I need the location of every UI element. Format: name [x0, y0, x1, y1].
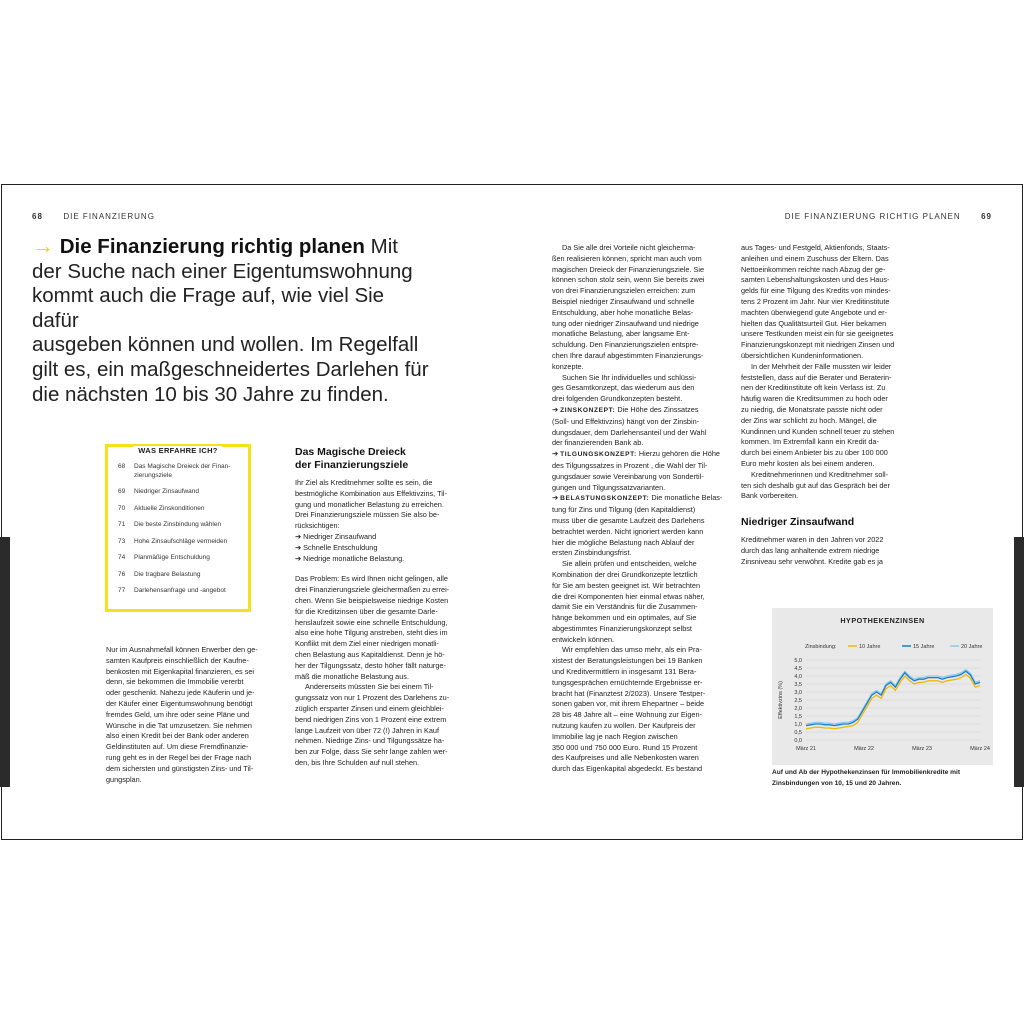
body-line: fremdes Geld, um ihre oder seine Pläne und — [106, 709, 250, 719]
hero-line: ausgeben können und wollen. Im Regelfall — [32, 333, 419, 357]
body-line: tung oder niedriger Zinsaufwand und niedrige — [552, 318, 699, 328]
y-tick-label: 4,0 — [794, 674, 802, 680]
toc-box — [105, 444, 251, 612]
body-line: häufig waren die Kreditsummen zu hoch oder — [741, 394, 888, 404]
body-line: ten sich deshalb gut auf das Gespräch bei der — [741, 480, 890, 490]
legend-label: 10 Jahre — [859, 644, 881, 650]
chart-panel — [772, 608, 993, 765]
body-line: des Tilgungssatzes in Prozent , die Wahl der Til- — [552, 460, 708, 470]
toc-item-page: 77 — [118, 587, 126, 594]
bullet-text: Niedriger Zinsaufwand — [303, 531, 377, 541]
concept-label: TILGUNGSKONZEPT: — [560, 451, 637, 459]
section-heading-low-interest: Niedriger Zinsaufwand — [741, 516, 855, 529]
toc-item-page: 76 — [118, 570, 126, 578]
body-line: oder geschenkt. Nahezu jede Käuferin und je- — [106, 688, 255, 698]
body-line: gelds für eine Tilgung des Kredits von mindes- — [741, 286, 891, 296]
body-line: aus Tages- und Festgeld, Aktienfonds, Staats- — [741, 243, 890, 252]
body-line: nehmen. Niedrige Zins- und Tilgungssätze ha- — [295, 736, 445, 746]
body-line: hielten das Qualitätsurteil Gut. Hier bekamen — [741, 318, 887, 328]
body-line: Euro mehr kosten als bei einem anderen. — [741, 458, 875, 468]
toc-item-label: Darlehensanfrage und -angebot — [134, 587, 226, 594]
legend-label: 15 Jahre — [913, 644, 935, 650]
toc-item[interactable] — [118, 521, 246, 530]
x-tick-label: März 24 — [970, 746, 990, 752]
body-line: durch bei einem Anbieter bis zu über 100 000 — [741, 448, 888, 458]
toc-item[interactable] — [118, 538, 246, 547]
toc-item-page: 71 — [118, 521, 126, 528]
heading-line: Das Magische Dreieck — [295, 446, 406, 458]
body-line: Das Problem: Es wird Ihnen nicht gelingen, alle — [295, 574, 448, 584]
heading-line: der Finanzierungsziele — [295, 459, 409, 471]
body-line: Geldinstituten auf. Um diese Fremdfinanzie- — [106, 742, 249, 752]
toc-list — [118, 463, 246, 604]
toc-item[interactable] — [118, 554, 246, 563]
body-line: dem sichersten und günstigsten Zins- und Til- — [106, 763, 254, 773]
body-line: Bank vorbereiten. — [741, 491, 799, 501]
hero-line: die nächsten 10 bis 30 Jahre zu finden. — [32, 382, 389, 406]
arrow-right-icon: ➔ — [552, 449, 561, 459]
body-line: Nur im Ausnahmefall können Erwerber den ge- — [106, 645, 258, 654]
arrow-right-icon: ➔ — [552, 404, 561, 414]
toc-item-label: Die beste Zinsbindung wählen — [134, 521, 222, 528]
concept-line — [552, 493, 732, 505]
body-line: zu niedrig, die Monatsrate passte nicht oder — [741, 404, 883, 414]
body-line: chen. Wenn Sie beispielsweise niedrige Kosten — [295, 595, 449, 605]
body-line: mäß die monatliche Belastung aus. — [295, 671, 409, 681]
body-line: Kreditnehmerinnen und Kreditnehmer soll- — [751, 469, 889, 479]
body-line: betrachtet werden. Nicht ignoriert werden kann — [552, 526, 704, 536]
concept-text: Die Höhe des Zinssatzes — [615, 404, 699, 414]
body-line: durch das Eigenkapital abgedeckt. Es bestand — [552, 764, 703, 774]
body-line: die drei Komponenten hier einmal etwas näher, — [552, 591, 705, 601]
hero-line: der Suche nach einer Eigentumswohnung — [32, 259, 413, 283]
body-line: Drei Finanzierungsziele müssen Sie also be- — [295, 510, 440, 520]
body-line: bend niedrigen Zins von 1 Prozent eine extrem — [295, 714, 447, 724]
body-line: gungssatz von nur 1 Prozent des Darlehens zu- — [295, 693, 450, 703]
toc-item-label: Hohe Zinsaufschläge vermeiden — [134, 537, 228, 545]
bullet-item — [295, 554, 475, 565]
body-line: abgestimmtes Finanzierungskonzept selbst — [552, 623, 692, 633]
body-line: drei Finanzierungsziele gleichermaßen zu errei- — [295, 585, 450, 595]
body-line: ßen realisieren können, spricht man auch vom — [552, 253, 702, 263]
column-2 — [295, 446, 475, 769]
body-line: Andererseits müssten Sie bei einem Til- — [305, 682, 434, 692]
column-3 — [552, 243, 732, 775]
arrow-right-icon: ➔ — [552, 493, 561, 503]
body-line: kommen. Im Extremfall kann ein Kredit da- — [741, 437, 879, 447]
toc-item[interactable] — [118, 505, 246, 514]
body-line: nen der Kreditinstitute oft kein Verlass ist. Zu — [741, 383, 886, 393]
toc-item-label: Planmäßige Entschuldung — [134, 554, 210, 561]
body-line: Wünsche in die Tat umzusetzen. Sie nehmen — [106, 720, 252, 730]
toc-item[interactable] — [118, 587, 246, 596]
body-line: samten Kaufpreis einschließlich der Kaufne- — [106, 655, 249, 665]
body-line: den, bis Ihre Schulden auf null stehen. — [295, 757, 420, 767]
body-line: rung geht es in der Regel bei der Frage nach — [106, 752, 252, 762]
bullet-item — [295, 532, 475, 543]
toc-item[interactable] — [118, 488, 246, 497]
x-tick-label: März 22 — [854, 746, 874, 752]
body-line: monatliche Belastung, aber langsame Ent- — [552, 329, 690, 339]
body-line: benkosten mit Eigenkapital finanzieren, es sei — [106, 666, 255, 676]
body-line: hier die mögliche Belastung nach Ablauf der — [552, 537, 695, 547]
toc-item-label: Aktuelle Zinskonditionen — [134, 504, 205, 512]
body-line: Nettoeinkommen reichte nach Abzug der ge- — [741, 264, 886, 274]
body-line: konzepte. — [552, 361, 584, 371]
body-line: Finanzierungskonzept mit niedrigen Zinsen und — [741, 340, 895, 350]
body-line: sonen gaben vor, mit ihrem Ehepartner – beide — [552, 699, 705, 709]
column-4 — [741, 243, 927, 568]
intro-hero — [32, 234, 432, 407]
body-line: entwickeln können. — [552, 634, 615, 644]
left-edge-marker — [0, 537, 10, 787]
body-line: der Zins war schlicht zu hoch. Mängel, die — [741, 415, 877, 425]
y-tick-label: 1,0 — [794, 722, 802, 728]
body-line: samten Lebenshaltungskosten und des Haus- — [741, 275, 890, 285]
hero-line: kommt auch die Frage auf, wie viel Sie dafür — [32, 284, 385, 332]
body-line: chen Ihre darauf abgestimmten Finanzierungs- — [552, 350, 704, 360]
x-tick-label: März 21 — [796, 746, 816, 752]
body-line: damit Sie ein Verständnis für die Zusammen- — [552, 602, 698, 612]
left-running-head — [32, 212, 155, 221]
body-line: denn, sie bekommen die Immobilie vererbt — [106, 677, 244, 687]
hero-first-line — [32, 234, 432, 260]
chart-title: HYPOTHEKENZINSEN — [840, 616, 925, 625]
body-line: gungsdauer sowie Vereinbarung von Sondertil- — [552, 471, 704, 481]
body-line: bracht hat (Finanztest 2/2023). Unsere Testper- — [552, 688, 706, 698]
left-page-number: 68 — [32, 212, 43, 221]
y-tick-label: 2,0 — [794, 706, 802, 712]
body-line: für die Kreditzinsen über die gesamte Darle- — [295, 606, 438, 616]
body-line: ben zur Folge, dass Sie sehr lange zahlen wer- — [295, 747, 448, 757]
body-line: nutzung kaufen zu wollen. Der Kaufpreis der — [552, 721, 696, 731]
body-line: her der Tilgungssatz, desto höher fällt naturge- — [295, 660, 446, 670]
toc-item-label: Das Magische Dreieck der Finan-zierungsziele — [134, 463, 231, 479]
y-tick-label: 3,5 — [794, 682, 802, 688]
body-line: xistest der Beratungsleistungen bei 19 Banken — [552, 656, 703, 666]
body-line: machten überwiegend gute Angebote und er- — [741, 307, 888, 317]
concept-text: Die monatliche Belas- — [649, 493, 723, 503]
body-line: chen Belastung aus Kapitaldienst. Denn je hö- — [295, 649, 445, 659]
arrow-right-icon: ➔ — [295, 542, 304, 552]
toc-item-page: 70 — [118, 504, 126, 512]
body-line: tungsgesprächen ernüchternde Ergebnisse er- — [552, 677, 703, 687]
arrow-right-icon: ➔ — [295, 553, 304, 563]
body-line: Kundinnen und Kunden schnell teuer zu stehen — [741, 426, 895, 436]
legend-prefix: Zinsbindung: — [805, 644, 837, 650]
body-line: Kombination der drei Grundkonzepte letztlich — [552, 569, 698, 579]
bullet-text: Niedrige monatliche Belastung. — [303, 553, 405, 563]
concept-text: Hierzu gehören die Höhe — [636, 449, 720, 459]
body-line: züglich ersparter Zinsen und einem gleichblei- — [295, 703, 444, 713]
arrow-right-icon: ➔ — [295, 531, 304, 541]
body-line: tung für Zins und Tilgung (den Kapitaldienst) — [552, 505, 696, 515]
body-line: Immobilie lag je nach Region zwischen — [552, 731, 678, 741]
concept-label: ZINSKONZEPT: — [560, 406, 616, 414]
body-line: also einen Kredit bei der Bank oder anderen — [106, 731, 249, 741]
toc-item-label: Niedriger Zinsaufwand — [134, 488, 200, 495]
body-line: tens 2 Prozent im Jahr. Nur vier Kreditinstitute — [741, 296, 890, 306]
y-tick-label: 4,5 — [794, 666, 802, 672]
body-line: unsere Testkunden meist ein für sie geeignetes — [741, 329, 894, 339]
body-line: schuldung. Den Finanzierungszielen entspre- — [552, 340, 699, 350]
body-line: drei folgenden Grundkonzepten besteht. — [552, 394, 683, 404]
bullet-text: Schnelle Entschuldung — [303, 542, 378, 552]
body-line: Wir empfehlen das umso mehr, als ein Pra- — [562, 645, 702, 655]
column-1 — [106, 645, 280, 785]
body-line: durch das lang anhaltende extrem niedrige — [741, 545, 880, 555]
body-line: Entschuldung, aber hohe monatliche Belas- — [552, 307, 694, 317]
body-line: muss über die gesamte Laufzeit des Darlehens — [552, 515, 705, 525]
toc-item-page: 73 — [118, 537, 126, 545]
body-line: Da Sie alle drei Vorteile nicht gleicherma- — [562, 243, 696, 252]
right-running-head — [785, 212, 992, 221]
toc-item-page: 69 — [118, 488, 126, 495]
y-tick-label: 3,0 — [794, 690, 802, 696]
body-line: übersichtlichen Kundeninformationen. — [741, 350, 864, 360]
toc-box-title: WAS ERFAHRE ICH? — [134, 446, 221, 455]
body-line: In der Mehrheit der Fälle mussten wir leider — [751, 361, 892, 371]
body-line: Konflikt mit dem Ziel einer niedrigen monatli- — [295, 639, 439, 649]
body-line: feststellen, dass auf die Berater und Beraterin- — [741, 372, 892, 382]
y-axis-label: Effektivzins (%) — [778, 681, 784, 719]
right-running-head-title: DIE FINANZIERUNG RICHTIG PLANEN — [784, 212, 961, 221]
body-line: rücksichtigen: — [295, 521, 340, 531]
body-line: Suchen Sie Ihr individuelles und schlüssi- — [562, 372, 697, 382]
body-line: 350 000 und 750 000 Euro. Rund 15 Prozent — [552, 742, 698, 752]
y-tick-label: 5,0 — [794, 658, 802, 664]
caption-line: Zinsbindungen von 10, 15 und 20 Jahren. — [772, 780, 902, 787]
body-line: ersten Zinsbindungsfrist. — [552, 548, 632, 558]
section-heading-magic-triangle — [295, 446, 475, 472]
body-line: lange Laufzeit von über 72 (!) Jahren in Kauf — [295, 725, 440, 735]
body-line: und Kreditvermittlern in insgesamt 131 Bera- — [552, 667, 697, 677]
body-line: 28 bis 48 Jahre alt – eine Wohnung zur Eigen- — [552, 710, 702, 720]
toc-item[interactable] — [118, 463, 246, 480]
body-line: Beispiel niedriger Zinsaufwand und schnelle — [552, 296, 695, 306]
arrow-right-icon: → — [32, 233, 54, 258]
body-line: für Sie am besten geeignet ist. Wir betrachten — [552, 580, 701, 590]
body-line: Kreditnehmer waren in den Jahren vor 2022 — [741, 535, 884, 545]
caption-line: Auf und Ab der Hypothekenzinsen für Immobilienkredite mit — [772, 769, 961, 776]
right-edge-marker — [1014, 537, 1024, 787]
body-line: gungsplan. — [106, 774, 142, 784]
y-tick-label: 0,0 — [794, 738, 802, 744]
concept-line — [552, 405, 732, 417]
hero-line: gilt es, ein maßgeschneidertes Darlehen für — [32, 357, 429, 381]
bullet-item — [295, 543, 475, 554]
body-line: gung und monatlicher Belastung zu erreichen. — [295, 499, 444, 509]
toc-item[interactable] — [118, 571, 246, 580]
body-line: der finanzierenden Bank ab. — [552, 438, 644, 448]
page-title: Die Finanzierung richtig planen — [59, 235, 365, 258]
left-running-head-title: DIE FINANZIERUNG — [63, 212, 155, 221]
body-line: des Kaufpreises und alle Nebenkosten waren — [552, 753, 699, 763]
body-line: magischen Dreieck der Finanzierungsziele. Sie — [552, 264, 705, 274]
legend-label: 20 Jahre — [961, 644, 983, 650]
body-line: (Soll- und Effektivzins) hängt von der Zinsbin- — [552, 416, 700, 426]
body-line: gungen und Tilgungssatzvarianten. — [552, 482, 666, 492]
toc-item-label: Die tragbare Belastung — [134, 570, 201, 578]
body-line: von drei Finanzierungszielen erreichen: zum — [552, 286, 696, 296]
body-line: Zinsniveau sehr verwöhnt. Kredite gab es ja — [741, 556, 883, 566]
y-tick-label: 0,5 — [794, 730, 802, 736]
body-line: anleihen und einem Zuschuss der Eltern. Das — [741, 253, 889, 263]
body-line: ges Gesamtkonzept, das wiederum aus den — [552, 383, 695, 393]
hero-first-line-tail: Mit — [370, 235, 398, 258]
chart-caption — [772, 767, 994, 789]
toc-item-page: 74 — [118, 554, 126, 561]
body-line: henslaufzeit sowie eine schnelle Entschuldung, — [295, 617, 448, 627]
body-line: können schon stolz sein, wenn Sie bereits zwei — [552, 275, 705, 285]
body-line: dungsdauer, dem Darlehensanteil und der Wahl — [552, 427, 707, 437]
concept-line — [552, 449, 732, 461]
body-line: der Käufer einer Eigentumswohnung benötigt — [106, 698, 253, 708]
y-tick-label: 2,5 — [794, 698, 802, 704]
body-line: also eine hohe Tilgung anstreben, steht dies im — [295, 628, 448, 638]
toc-item-page: 68 — [118, 463, 126, 470]
body-line: Sie allein prüfen und entscheiden, welche — [562, 559, 697, 569]
concept-label: BELASTUNGSKONZEPT: — [560, 495, 650, 503]
body-line: bestmögliche Kombination aus Effektivzins, Til- — [295, 488, 447, 498]
body-line: Ihr Ziel als Kreditnehmer sollte es sein, die — [295, 478, 433, 487]
x-tick-label: März 23 — [912, 746, 932, 752]
body-line: hänge bekommen und ein optimales, auf Sie — [552, 613, 697, 623]
y-tick-label: 1,5 — [794, 714, 802, 720]
right-page-number: 69 — [981, 212, 992, 221]
chart-svg — [772, 608, 993, 765]
